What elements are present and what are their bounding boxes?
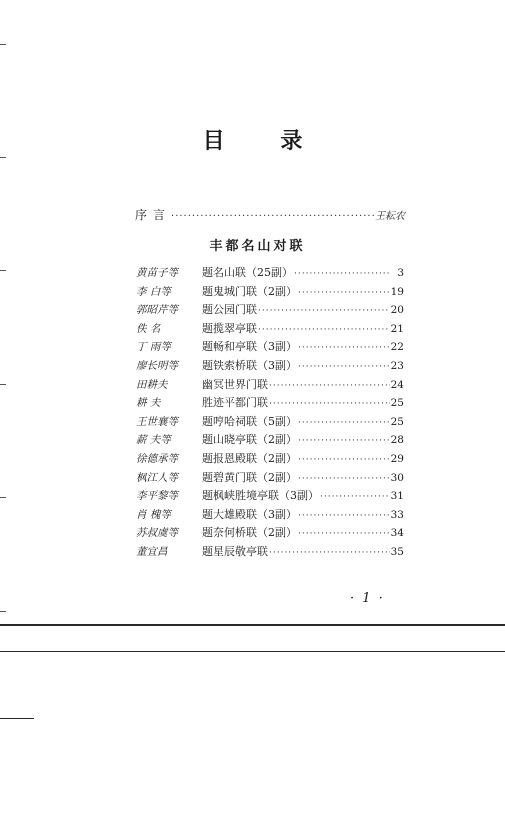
leader-dots: [298, 511, 390, 521]
scan-edge-mark: [0, 270, 6, 271]
scan-rule-line: [0, 718, 34, 719]
entry-author: 佚 名: [136, 322, 161, 335]
entry-author: 王世襄等: [136, 415, 178, 428]
toc-list: [136, 264, 404, 562]
entry-title: 胜迹平都门联: [202, 396, 268, 410]
leader-dots: [258, 306, 390, 316]
entry-page: 24: [390, 378, 404, 391]
scan-edge-mark: [0, 497, 6, 498]
entry-page: 28: [390, 434, 404, 447]
scan-edge-mark: [0, 44, 6, 45]
leader-dots: [269, 381, 390, 391]
scan-edge-mark: [0, 611, 6, 612]
page-number: · 1 ·: [350, 591, 385, 606]
entry-author: 廖长明等: [136, 359, 178, 372]
entry-title: 题碧黄门联（2副）: [202, 470, 297, 484]
toc-entry[interactable]: [136, 524, 404, 543]
entry-title: 题奈何桥联（2副）: [202, 526, 297, 540]
leader-dots: [258, 325, 390, 335]
leader-dots: [298, 362, 390, 372]
toc-entry[interactable]: [136, 283, 404, 302]
entry-title: 题鬼城门联（2副）: [202, 284, 297, 298]
entry-title: 题枫峡胜境亭联（3副）: [202, 489, 319, 503]
leader-dots: [294, 269, 391, 279]
leader-dots: [298, 418, 390, 428]
entry-title: 题名山联（25副）: [202, 266, 293, 279]
entry-page: 21: [390, 322, 404, 335]
entry-title: 题公园门联: [202, 303, 257, 317]
entry-page: 19: [390, 285, 404, 298]
toc-entry[interactable]: [136, 264, 404, 283]
entry-page: 29: [390, 452, 404, 465]
entry-page: 3: [397, 267, 404, 279]
entry-page: 22: [390, 341, 404, 354]
entry-author: 董宜昌: [136, 545, 168, 558]
entry-author: 肖 槐等: [136, 508, 171, 521]
section-heading: 丰都名山对联: [209, 239, 306, 254]
entry-author: 李平黎等: [136, 490, 178, 503]
leader-dots: [298, 529, 390, 539]
entry-page: 34: [390, 527, 404, 540]
entry-page: 30: [390, 471, 404, 484]
entry-page: 20: [390, 304, 404, 317]
entry-title: 题畅和亭联（3副）: [202, 340, 297, 354]
toc-entry[interactable]: [136, 376, 404, 395]
entry-title: 题报恩殿联（2副）: [202, 451, 297, 465]
leader-dots: [171, 211, 375, 222]
entry-page: 23: [390, 359, 404, 372]
entry-author: 苏叔虞等: [136, 527, 178, 540]
entry-author: 徐德承等: [136, 452, 178, 465]
toc-entry[interactable]: [136, 394, 404, 413]
toc-entry[interactable]: [136, 506, 404, 525]
toc-entry[interactable]: [136, 338, 404, 357]
entry-page: 31: [390, 490, 404, 503]
toc-entry[interactable]: [136, 320, 404, 339]
entry-title: 题揽翠亭联: [202, 321, 257, 335]
leader-dots: [298, 288, 390, 298]
entry-page: 35: [390, 545, 404, 558]
scan-edge-mark: [0, 157, 6, 158]
preface-author: 王耘农: [375, 211, 405, 222]
toc-entry[interactable]: [136, 357, 404, 376]
entry-page: 25: [390, 397, 404, 410]
leader-dots: [298, 474, 390, 484]
toc-entry[interactable]: [136, 487, 404, 506]
entry-author: 黄苗子等: [136, 267, 178, 279]
toc-entry[interactable]: [136, 469, 404, 488]
leader-dots: [269, 399, 390, 409]
entry-author: 枫江人等: [136, 471, 178, 484]
leader-dots: [269, 548, 390, 558]
page-title: 目 录: [202, 129, 327, 154]
entry-author: 薪 夫等: [136, 434, 171, 447]
entry-author: 李 白等: [136, 285, 171, 298]
entry-title: 题铁索桥联（3副）: [202, 358, 297, 372]
entry-page: 25: [390, 415, 404, 428]
toc-entry[interactable]: [136, 301, 404, 320]
toc-entry[interactable]: [136, 543, 404, 562]
entry-author: 田耕夫: [136, 378, 168, 391]
entry-title: 题星辰敬亭联: [202, 544, 268, 558]
entry-title: 题哼哈祠联（5副）: [202, 414, 297, 428]
scan-edge-mark: [0, 384, 6, 385]
leader-dots: [298, 455, 390, 465]
leader-dots: [298, 343, 390, 353]
leader-dots: [298, 436, 390, 446]
entry-title: 幽冥世界门联: [202, 377, 268, 391]
scan-rule-line: [0, 624, 505, 626]
entry-author: 郭昭芹等: [136, 304, 178, 317]
toc-entry[interactable]: [136, 450, 404, 469]
entry-author: 丁 雨等: [136, 341, 171, 354]
leader-dots: [320, 492, 390, 502]
entry-title: 题大雄殿联（3副）: [202, 507, 297, 521]
preface-entry[interactable]: [135, 206, 405, 223]
scan-rule-line: [0, 651, 505, 652]
entry-author: 耕 夫: [136, 397, 161, 410]
preface-label: 序言: [135, 208, 172, 222]
entry-title: 题山晓亭联（2副）: [202, 433, 297, 447]
toc-entry[interactable]: [136, 431, 404, 450]
entry-page: 33: [390, 508, 404, 521]
toc-entry[interactable]: [136, 413, 404, 432]
